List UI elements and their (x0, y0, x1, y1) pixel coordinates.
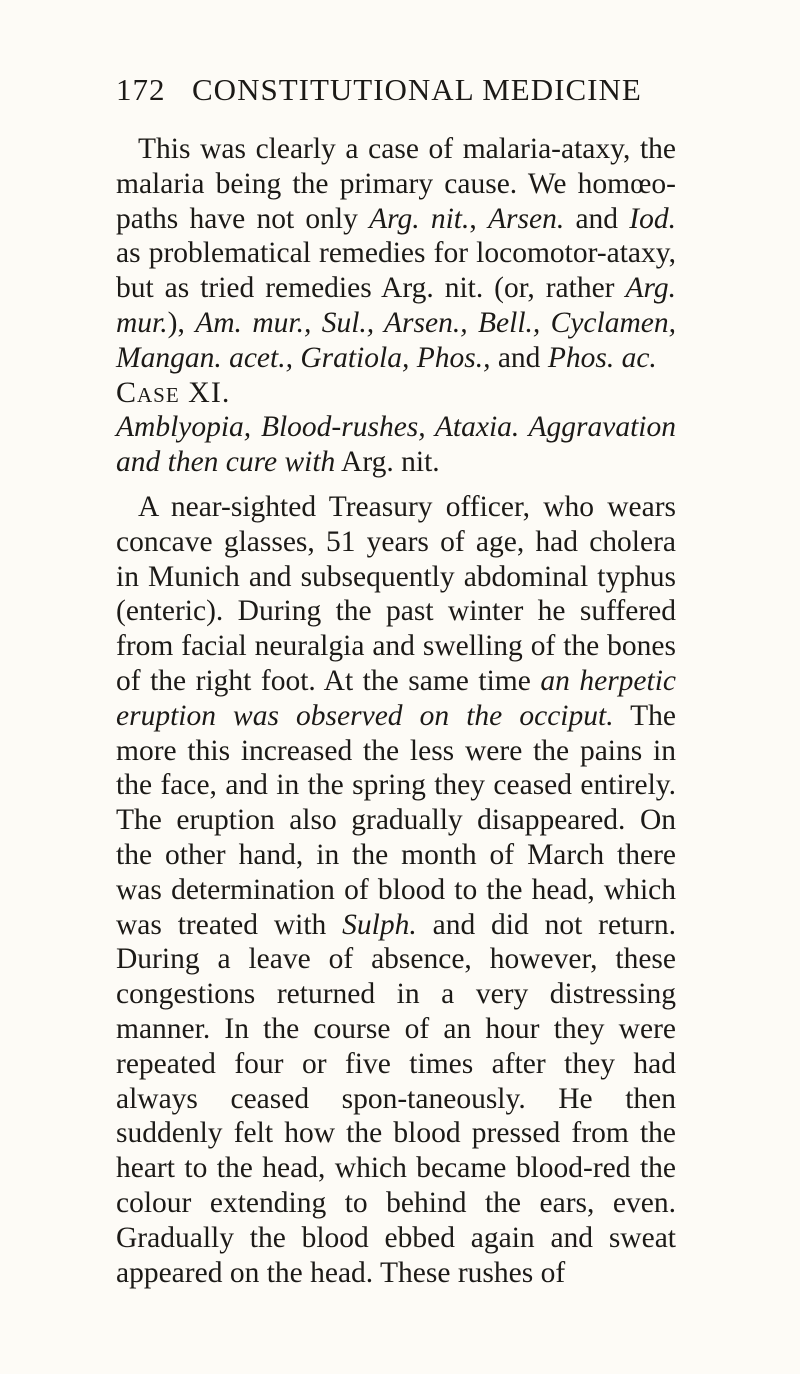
remedy-name: Arsen. (488, 202, 565, 235)
remedy-list: Am. mur., Sul., Arsen., Bell., Cyclamen, Mangan. acet., Gratiola, Phos., (116, 306, 676, 374)
remedy-name: Arg. mur. (116, 272, 676, 339)
text-run: This was clearly a case of malaria-ataxy, the malaria being the primary cause. We homœo-paths have not only (116, 133, 676, 235)
text-run: and (490, 341, 548, 374)
body-text (116, 132, 676, 1290)
page-number: 172 (116, 72, 166, 107)
case-title-remedy: Arg. nit. (335, 446, 440, 479)
text-run: ), (167, 306, 196, 339)
text-run: A near-sighted Treasury officer, who wears concave glasses, 51 years of age, had cholera in Munich and subsequently abdominal typhus (enteric). During the past winter he suffered from facial neuralgia and swelling of the bones of the right foot. At the same time (116, 490, 676, 697)
remedy-name: Iod. (629, 202, 676, 235)
case-heading: Case XI. (116, 375, 231, 409)
remedy-name: Phos. ac. (547, 341, 657, 374)
text-run: and did not return. During a leave of absence, however, these congestions returned in a very distressing manner. In the course of an hour they were repeated four or five times after they had always ceased spon-taneously. He then suddenly felt how the blood pressed from the heart to the head, which became blood-red the colour extending to behind the ears, even. Gradually the blood ebbed again and sweat appeared on the head. These rushes of (116, 908, 676, 1289)
case-title-italic: Amblyopia, Blood-rushes, Ataxia. Aggravation and then cure with (116, 411, 676, 479)
paragraph-malaria-ataxy (116, 132, 676, 376)
text-run: The more this increased the less were the pains in the face, and in the spring they ceased entirely. The eruption also gradually disappeared. On the other hand, in the month of March there was determination of blood to the head, which was treated with (116, 699, 676, 941)
text-run: as problematical remedies for locomotor-ataxy, but as tried remedies Arg. nit. (or, rather (116, 237, 676, 305)
paragraph-case-history (116, 490, 676, 1290)
running-title: CONSTITUTIONAL MEDICINE (192, 72, 642, 107)
text-run: and (564, 202, 630, 235)
remedy-name: Sulph. (342, 908, 417, 941)
running-head (116, 72, 676, 108)
remedy-name: Arg. nit. (369, 202, 470, 235)
italic-phrase: an herpetic eruption was observed on the occiput. (116, 664, 676, 732)
text-run: , (469, 202, 488, 235)
case-title (116, 410, 676, 480)
